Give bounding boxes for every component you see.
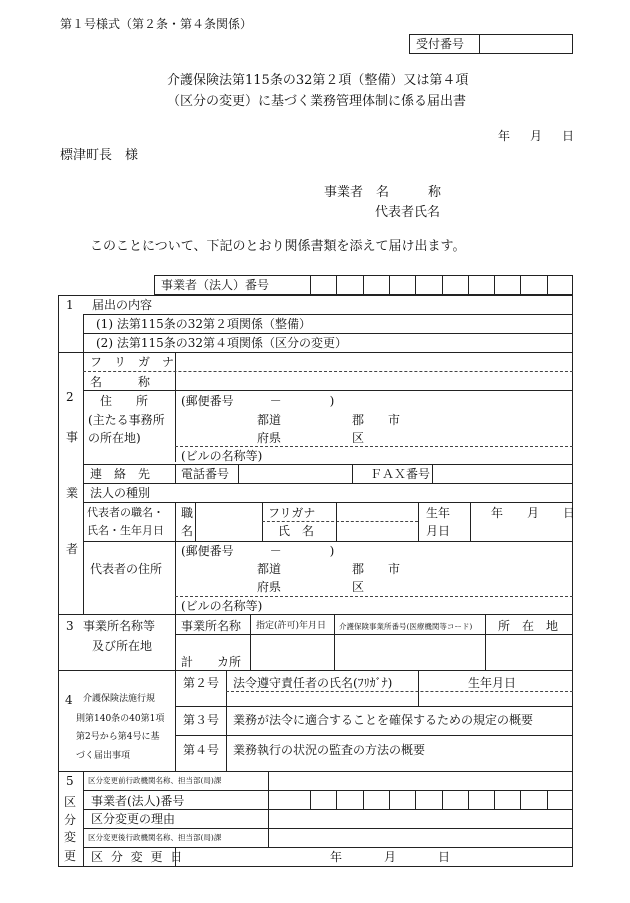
s5-reason-label: 区分変更の理由 (91, 812, 176, 826)
s4-row4-text: 業務執行の状況の監査の方法の概要 (233, 743, 426, 757)
s1-title: 届出の内容 (92, 298, 153, 312)
s2-vertical-2: 業 (66, 486, 79, 500)
s1-item-1: (1) 法第115条の32第２項関係（整備） (96, 317, 311, 331)
s5-vertical-2: 分 (64, 813, 77, 827)
postal-code: (郵便番号 － ) (181, 394, 335, 408)
submission-date: 年 月 日 (498, 129, 579, 143)
address-sub-1: (主たる事務所 (88, 413, 165, 427)
address-label: 住 所 (100, 394, 149, 408)
s4-desc-3: 第2号から第4号に基 (76, 732, 160, 742)
furigana-label: フ リ ガ ナ (90, 355, 175, 369)
rep-title-label-1: 代表者の職名・ (87, 506, 164, 519)
s4-row3-text: 業務が法令に適合することを確保するための規定の概要 (233, 713, 534, 727)
rep-prefecture-1: 都道 (257, 562, 282, 576)
rep-title-label-2: 氏名・生年月日 (87, 524, 164, 537)
provider-number-label: 介護保険事業所番号(医療機関等コード) (339, 622, 473, 631)
title-line-1: 介護保険法第115条の32第２項（整備）又は第４項 (167, 73, 469, 88)
title-line-2: （区分の変更）に基づく業務管理体制に係る届出書 (167, 94, 467, 109)
number-cell-divider (363, 790, 364, 809)
number-cell-divider (468, 275, 469, 295)
number-cell-divider (520, 790, 521, 809)
operator-number-label: 事業者（法人）番号 (161, 278, 270, 292)
s5-operator-number-label: 事業者(法人)番号 (91, 794, 185, 808)
number-cell-divider (415, 790, 416, 809)
rep-postal-code: (郵便番号 － ) (181, 544, 335, 558)
s4-desc-2: 則第140条の40第1項 (76, 714, 165, 724)
business-name-label: 事業者 名 称 (324, 185, 442, 200)
rep-prefecture-2: 府県 (257, 580, 282, 594)
number-cell-divider (494, 790, 495, 809)
office-count-label: 計 カ所 (181, 655, 242, 669)
location-label: 所 在 地 (498, 619, 559, 633)
s4-row2-birth: 生年月日 (468, 676, 517, 690)
s4-desc-1: 介護保険法施行規 (83, 694, 156, 704)
number-cell-divider (389, 790, 390, 809)
s2-number: 2 (66, 390, 74, 404)
s4-row2-text: 法令遵守責任者の氏名(ﾌﾘｶﾞﾅ) (233, 676, 393, 690)
s2-vertical-1: 事 (66, 430, 79, 444)
birth-label-1: 生年 (426, 506, 451, 520)
s5-vertical-3: 変 (64, 830, 77, 844)
s5-after-agency-label: 区分変更後行政機関名称、担当部(局)課 (88, 833, 222, 842)
birth-label-2: 月日 (426, 524, 451, 538)
number-cell-divider (547, 275, 548, 295)
s4-row4-label: 第４号 (183, 743, 220, 757)
address-sub-2: の所在地) (88, 431, 141, 445)
form-number: 第１号様式（第２条・第４条関係） (60, 17, 253, 31)
s1-item-2: (2) 法第115条の32第４項関係（区分の変更） (96, 336, 347, 350)
number-cell-divider (415, 275, 416, 295)
s5-vertical-1: 区 (64, 795, 77, 809)
number-cell-divider (363, 275, 364, 295)
number-cell-divider (494, 275, 495, 295)
s4-row3-label: 第３号 (183, 713, 220, 727)
number-cell-divider (310, 790, 311, 809)
contact-label: 連 絡 先 (90, 467, 151, 481)
prefecture-1: 都道 (257, 413, 282, 427)
number-cell-divider (442, 275, 443, 295)
corp-type-label: 法人の種別 (90, 486, 151, 500)
number-cell-divider (520, 275, 521, 295)
receipt-number-label: 受付番号 (416, 37, 465, 51)
number-cell-divider (310, 275, 311, 295)
name-label: 名 称 (90, 375, 151, 389)
number-cell-divider (547, 790, 548, 809)
s5-change-date-label: 区 分 変 更 日 (91, 850, 185, 864)
building-name: (ビルの名称等) (181, 449, 263, 463)
s2-vertical-3: 者 (66, 542, 79, 556)
s4-row2-label: 第２号 (183, 676, 220, 690)
intro-text: このことについて、下記のとおり関係書類を添えて届け出ます。 (90, 239, 466, 254)
prefecture-2: 府県 (257, 431, 282, 445)
position-char-2: 名 (181, 524, 194, 538)
number-cell-divider (442, 790, 443, 809)
district-city: 郡 市 (352, 413, 401, 427)
s3-title-1: 事業所名称等 (83, 619, 156, 633)
fax-label: ＦＡＸ番号 (370, 467, 431, 481)
number-cell-divider (389, 275, 390, 295)
rep-birth-ymd: 年 月 日 (491, 506, 582, 520)
s5-number: 5 (66, 774, 74, 788)
number-cell-divider (468, 790, 469, 809)
number-cell-divider (336, 275, 337, 295)
rep-district-city: 郡 市 (352, 562, 401, 576)
s1-number: 1 (66, 298, 74, 312)
s5-before-agency-label: 区分変更前行政機関名称、担当部(局)課 (88, 776, 222, 785)
rep-name-label: 氏 名 (278, 524, 315, 538)
s3-number: 3 (66, 619, 74, 633)
representative-label: 代表者氏名 (375, 205, 441, 220)
rep-address-label: 代表者の住所 (90, 562, 163, 576)
number-cell-divider (336, 790, 337, 809)
s3-title-2: 及び所在地 (92, 639, 153, 653)
ward: 区 (352, 431, 365, 445)
rep-ward: 区 (352, 580, 365, 594)
position-char-1: 職 (181, 506, 194, 520)
s4-desc-4: づく届出事項 (76, 751, 131, 761)
rep-furigana-label: フリガナ (268, 506, 316, 520)
s4-number: 4 (65, 693, 73, 707)
rep-building-name: (ビルの名称等) (181, 599, 263, 613)
addressee: 標津町長 様 (60, 148, 139, 163)
s5-change-date-ymd: 年 月 日 (330, 850, 457, 864)
phone-label: 電話番号 (181, 467, 230, 481)
s5-vertical-4: 更 (64, 849, 77, 863)
designation-date-label: 指定(許可)年月日 (256, 621, 327, 631)
office-name-label: 事業所名称 (181, 619, 242, 633)
